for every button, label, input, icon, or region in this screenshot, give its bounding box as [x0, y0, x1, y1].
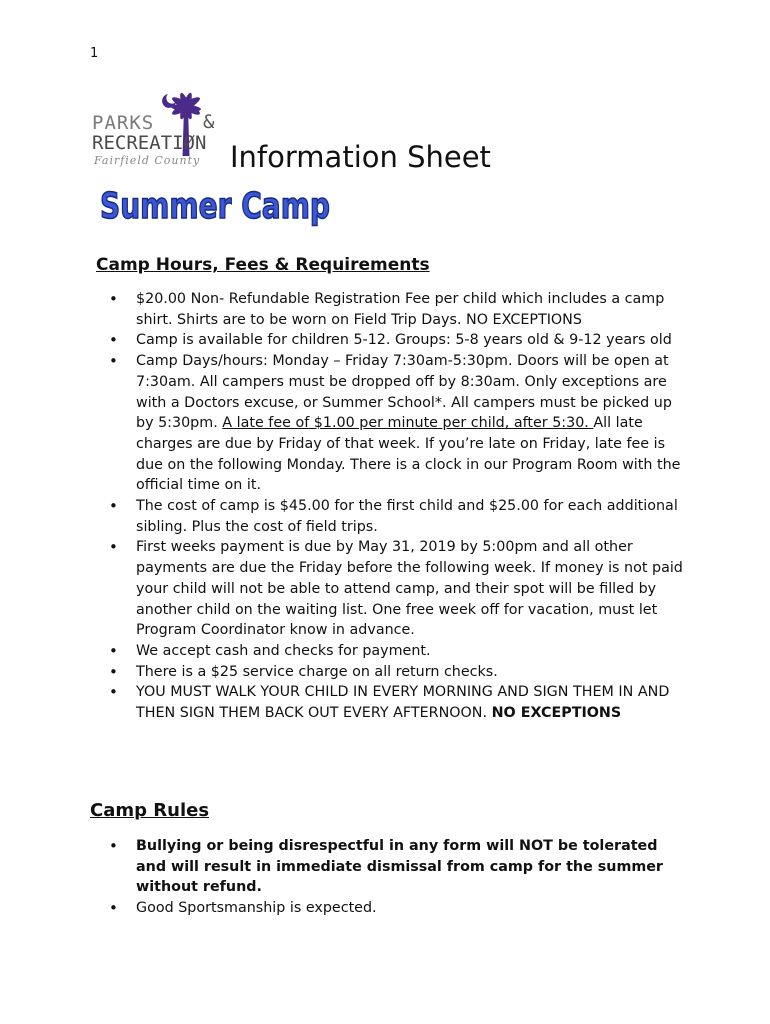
rules-section-heading: Camp Rules	[90, 800, 210, 821]
logo-county-text: Fairfield County	[94, 154, 201, 167]
no-exceptions-bold: NO EXCEPTIONS	[491, 705, 622, 722]
list-item: • Good Sportsmanship is expected.	[90, 898, 690, 919]
summer-camp-text: Summer Camp	[100, 186, 330, 227]
page-number: 1	[90, 46, 99, 61]
list-item: • We accept cash and checks for payment.	[90, 641, 690, 662]
list-item: • There is a $25 service charge on all return checks.	[90, 662, 690, 683]
logo-ampersand: &	[203, 111, 215, 133]
list-item: • Camp is available for children 5-12. Groups: 5-8 years old & 9-12 years old	[90, 330, 690, 351]
list-item: • Bullying or being disrespectful in any form will NOT be tolerated and will result in immediate dismissal from camp for the summer without refund.	[90, 836, 690, 898]
page-title: Information Sheet	[230, 140, 491, 174]
parks-recreation-logo	[90, 90, 230, 174]
logo-parks-text: PARKS	[92, 112, 155, 134]
rules-list	[90, 836, 690, 919]
late-fee-underlined: A late fee of $1.00 per minute per child, after 5:30.	[222, 415, 594, 432]
list-item: • Camp Days/hours: Monday – Friday 7:30am-5:30pm. Doors will be open at 7:30am. All campers must be dropped off by 8:30am. Only exceptions are with a Doctors excuse, or Summer School*. All campers must be picked up by 5:30pm. A late fee of $1.00 per minute per child, after 5:30. All late charges are due by Friday of that week. If you’re late on Friday, late fee is due on the following Monday. There is a clock in our Program Room with the official time on it.	[90, 351, 690, 496]
list-item: • First weeks payment is due by May 31, 2019 by 5:00pm and all other payments are due the Friday before the following week. If money is not paid your child will not be able to attend camp, and their spot will be filled by another child on the waiting list. One free week off for vacation, must let Program Coordinator know in advance.	[90, 537, 690, 641]
list-item: • The cost of camp is $45.00 for the first child and $25.00 for each additional sibling. Plus the cost of field trips.	[90, 496, 690, 537]
logo-recreation-text: RECREATIØN	[92, 132, 207, 154]
list-item: • YOU MUST WALK YOUR CHILD IN EVERY MORNING AND SIGN THEM IN AND THEN SIGN THEM BACK OUT EVERY AFTERNOON. NO EXCEPTIONS	[90, 682, 690, 723]
summer-camp-banner	[98, 178, 348, 236]
list-item: • $20.00 Non- Refundable Registration Fee per child which includes a camp shirt. Shirts are to be worn on Field Trip Days. NO EXCEPTIONS	[90, 289, 690, 330]
hours-list	[90, 289, 690, 724]
hours-section-heading: Camp Hours, Fees & Requirements	[96, 255, 430, 275]
